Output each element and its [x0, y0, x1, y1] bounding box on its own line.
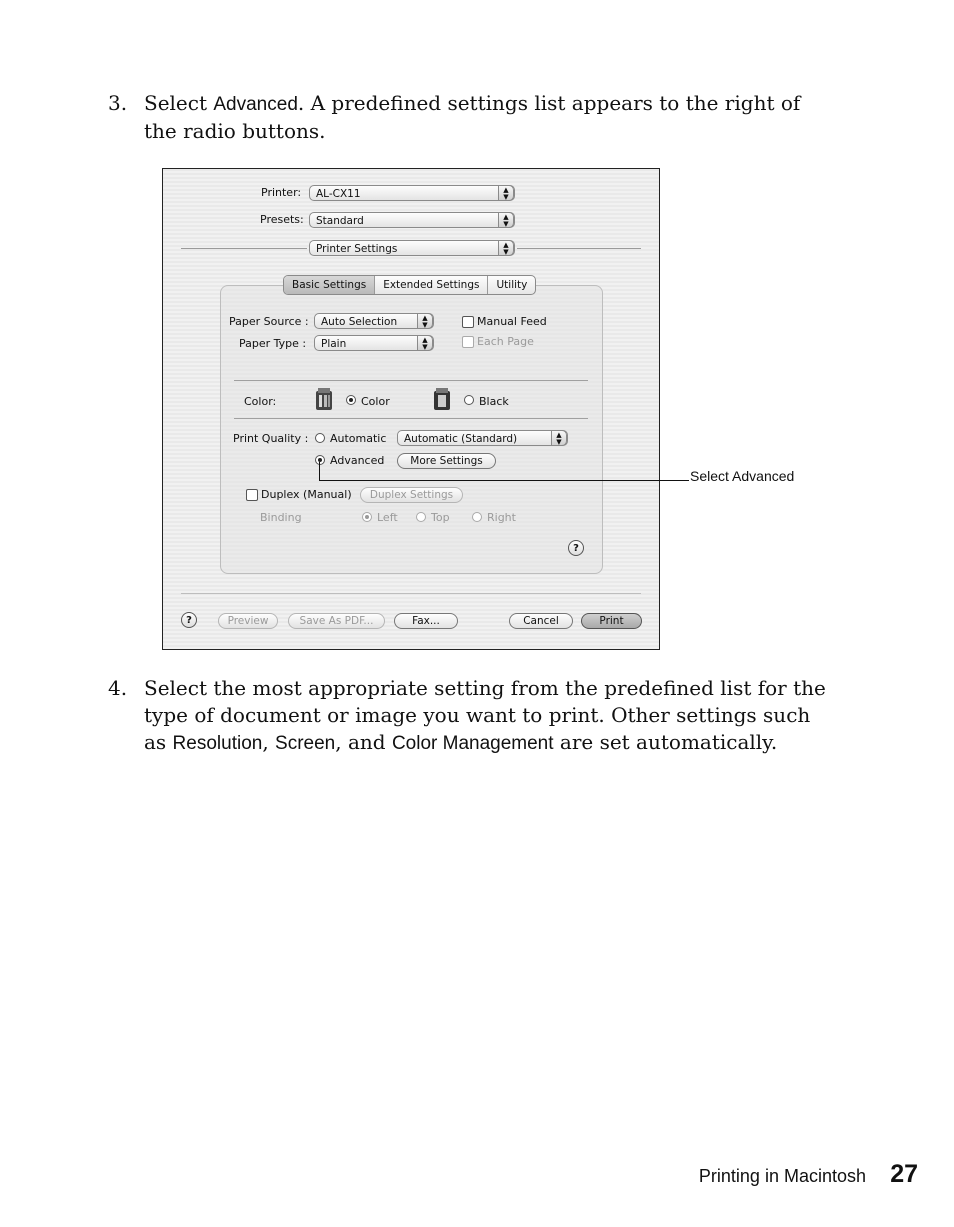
presets-label: Presets: — [260, 213, 304, 226]
step-text: Select the most appropriate setting from the predefined list for the type of document or image you want to print. Other settings such as Resolution, Screen, and Color Management are set automatically. — [144, 676, 826, 754]
cancel-button[interactable]: Cancel — [509, 613, 573, 629]
ui-term: Color Management — [391, 733, 554, 754]
paper-source-label: Paper Source : — [229, 315, 309, 328]
help-icon[interactable]: ? — [181, 612, 197, 628]
paper-type-label: Paper Type : — [239, 337, 307, 350]
footer-section-title: Printing in Macintosh — [698, 1166, 866, 1186]
ui-term: Advanced — [213, 94, 298, 115]
tab-bar — [283, 275, 536, 295]
callout-label: Select Advanced — [690, 468, 795, 484]
printer-popup[interactable]: AL-CX11 ▲ ▼ — [309, 185, 515, 201]
popup-arrows-icon: ▲ ▼ — [498, 185, 514, 201]
color-option-label: Color — [361, 395, 390, 408]
manual-feed-checkbox[interactable] — [462, 316, 474, 328]
tab-basic-settings[interactable]: Basic Settings — [284, 276, 375, 294]
popup-arrows-icon: ▲ ▼ — [498, 240, 514, 256]
more-settings-button[interactable]: More Settings — [397, 453, 496, 469]
step-4 — [108, 675, 828, 757]
black-cartridge-icon — [431, 386, 453, 412]
panel-popup[interactable]: Printer Settings ▲ ▼ — [309, 240, 515, 256]
divider — [181, 593, 641, 594]
color-cartridge-icon — [313, 386, 335, 412]
automatic-radio[interactable] — [315, 433, 325, 443]
preview-button[interactable]: Preview — [218, 613, 278, 629]
each-page-checkbox[interactable] — [462, 336, 474, 348]
paper-type-popup[interactable]: Plain ▲ ▼ — [314, 335, 434, 351]
step-3 — [108, 90, 828, 145]
popup-arrows-icon: ▲ ▼ — [417, 313, 433, 329]
print-button[interactable]: Print — [581, 613, 642, 629]
binding-top-label: Top — [431, 511, 450, 524]
print-quality-label: Print Quality : — [233, 432, 309, 445]
popup-arrows-icon: ▲ ▼ — [551, 430, 567, 446]
black-option-label: Black — [479, 395, 509, 408]
duplex-label: Duplex (Manual) — [261, 488, 352, 501]
divider — [181, 248, 307, 249]
popup-arrows-icon: ▲ ▼ — [417, 335, 433, 351]
binding-left-label: Left — [377, 511, 398, 524]
advanced-radio[interactable] — [315, 455, 325, 465]
duplex-checkbox[interactable] — [246, 489, 258, 501]
automatic-mode-popup[interactable]: Automatic (Standard) ▲ ▼ — [397, 430, 568, 446]
printer-label: Printer: — [261, 186, 302, 199]
binding-top-radio[interactable] — [416, 512, 426, 522]
save-as-pdf-button[interactable]: Save As PDF... — [288, 613, 385, 629]
black-radio[interactable] — [464, 395, 474, 405]
ui-term: Screen — [275, 733, 336, 754]
binding-right-label: Right — [487, 511, 516, 524]
presets-popup[interactable]: Standard ▲ ▼ — [309, 212, 515, 228]
divider — [517, 248, 641, 249]
print-dialog — [162, 168, 660, 650]
color-radio[interactable] — [346, 395, 356, 405]
callout-leader — [319, 480, 689, 481]
step-number: 3. — [108, 91, 128, 115]
help-icon[interactable]: ? — [568, 540, 584, 556]
tab-extended-settings[interactable]: Extended Settings — [375, 276, 488, 294]
each-page-label: Each Page — [477, 335, 534, 348]
page-number: 27 — [890, 1160, 918, 1188]
paper-source-popup[interactable]: Auto Selection ▲ ▼ — [314, 313, 434, 329]
divider — [234, 418, 588, 419]
duplex-settings-button[interactable]: Duplex Settings — [360, 487, 463, 503]
divider — [234, 380, 588, 381]
manual-feed-label: Manual Feed — [477, 315, 547, 328]
callout-leader — [319, 462, 320, 480]
binding-left-radio[interactable] — [362, 512, 372, 522]
fax-button[interactable]: Fax... — [394, 613, 458, 629]
ui-term: Resolution — [172, 733, 263, 754]
step-number: 4. — [108, 676, 128, 700]
binding-label: Binding — [260, 511, 302, 524]
binding-right-radio[interactable] — [472, 512, 482, 522]
popup-arrows-icon: ▲ ▼ — [498, 212, 514, 228]
tab-utility[interactable]: Utility — [496, 279, 528, 291]
advanced-option-label: Advanced — [330, 454, 385, 467]
step-text: Select Advanced. A predefined settings list appears to the right of the radio buttons. — [144, 91, 801, 143]
color-label: Color: — [244, 395, 277, 408]
automatic-option-label: Automatic — [330, 432, 387, 445]
